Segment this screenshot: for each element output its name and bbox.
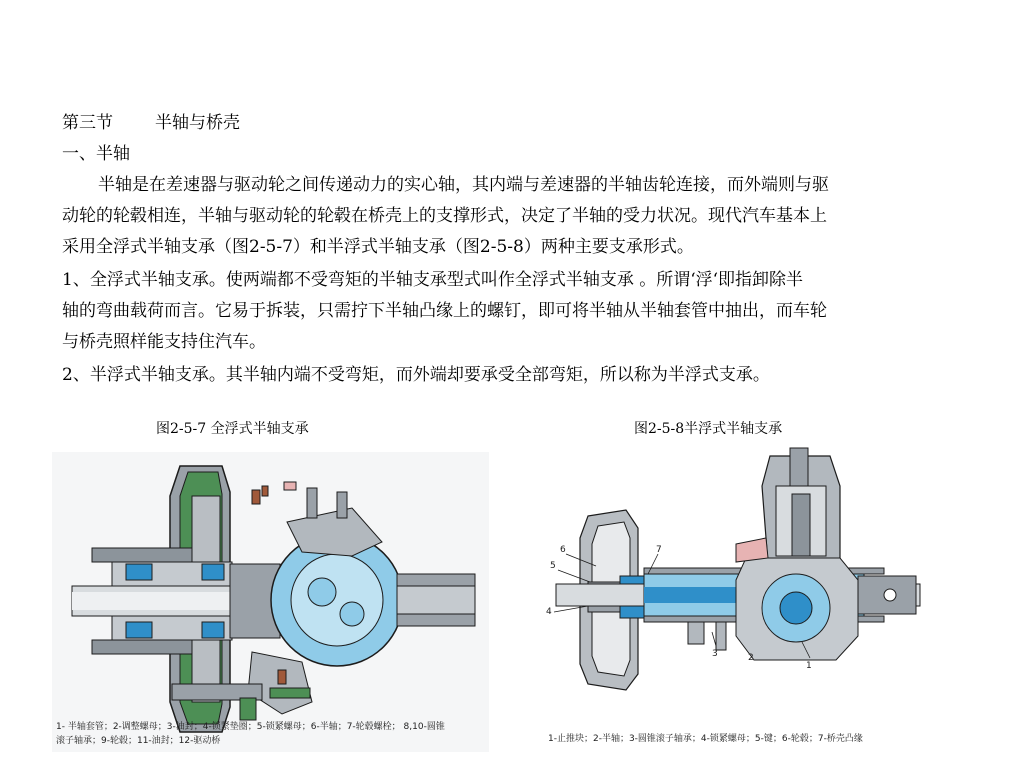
full-float-axle-illustration [52,452,489,752]
intro-line: 动轮的轮毂相连，半轴与驱动轮的轮毂在桥壳上的支撑形式，决定了半轴的受力状况。现代汽车基本上 [62,206,827,226]
section-title: 半轴与桥壳 [155,113,240,133]
section-heading [62,108,962,139]
intro-line: 采用全浮式半轴支承（图2-5-7）和半浮式半轴支承（图2-5-8）两种主要支承形式。 [62,237,694,257]
full-float-line: 与桥壳照样能支持住汽车。 [62,332,266,352]
legend-line: 1- 半轴套管；2-调整螺母；3-油封；4-锁紧垫圈；5-锁紧螺母；6-半轴；7-轮毂螺栓； 8,10-圆锥 [56,722,445,732]
text-block [62,108,962,391]
legend-line: 滚子轴承；9-轮毂；11-油封；12-驱动桥 [56,736,221,746]
intro-line: 半轴是在差速器与驱动轮之间传递动力的实心轴，其内端与差速器的半轴齿轮连接，而外端则与驱 [98,175,829,195]
callout-label: 5 [550,561,556,571]
callout-label: 6 [560,545,566,555]
full-float-line: 轴的弯曲载荷而言。它易于拆装，只需拧下半轴凸缘上的螺钉，即可将半轴从半轴套管中抽出，而车轮 [62,301,827,321]
figure-legend-right [548,732,863,746]
figure-legend-left [56,720,445,748]
intro-paragraph [62,170,962,263]
section-number: 第三节 [62,113,113,133]
figure-caption-left: 图2-5-7 全浮式半轴支承 [156,421,309,437]
legend-line: 1-止推块；2-半轴；3-圆锥滚子轴承；4-锁紧螺母；5-键；6-轮毂；7-桥壳凸缘 [548,734,863,744]
subheading: 一、半轴 [62,144,130,164]
callout-label: 1 [806,661,812,671]
callout-label: 3 [712,649,718,659]
semi-float-axle-illustration [540,446,924,752]
semi-float-paragraph: 2、半浮式半轴支承。其半轴内端不受弯矩，而外端却要承受全部弯矩，所以称为半浮式支承。 [62,365,770,385]
semi-float-axle-figure [540,446,924,752]
callout-label: 4 [546,607,552,617]
callout-label: 7 [656,545,662,555]
full-float-axle-figure [52,452,489,752]
figure-caption-right: 图2-5-8半浮式半轴支承 [634,421,783,437]
full-float-line: 1、全浮式半轴支承。使两端都不受弯矩的半轴支承型式叫作全浮式半轴支承 。所谓‘浮‘即指卸除半 [62,270,804,290]
callout-label: 2 [748,653,754,663]
full-float-paragraph [62,265,962,358]
